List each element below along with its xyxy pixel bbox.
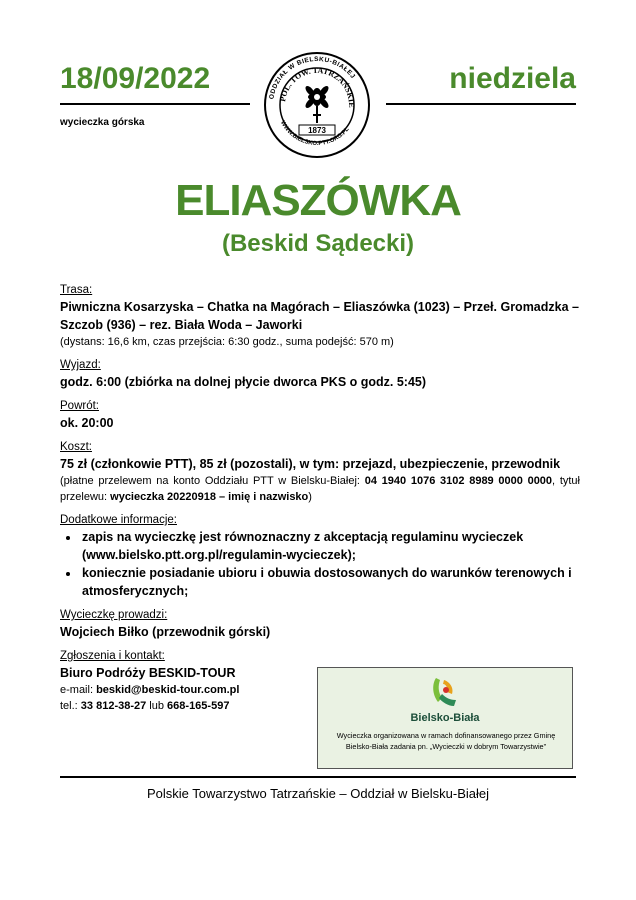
header-rule-right [386, 103, 576, 105]
info-section [60, 513, 580, 600]
cost-pay-end: ) [308, 491, 312, 503]
tel-prefix: tel.: [60, 700, 81, 712]
departure-section [60, 358, 580, 391]
contact-office: Biuro Podróży BESKID-TOUR [60, 666, 236, 680]
guide-text: Wojciech Biłko (przewodnik górski) [60, 625, 271, 639]
departure-label: Wyjazd: [60, 359, 101, 371]
sponsor-box [317, 667, 573, 769]
footer-text: Polskie Towarzystwo Tatrzańskie – Oddział w Bielsku-Białej [147, 786, 489, 801]
cost-label: Koszt: [60, 441, 92, 453]
route-label: Trasa: [60, 284, 93, 296]
return-text: ok. 20:00 [60, 416, 114, 430]
footer-rule [60, 776, 576, 778]
info-list [60, 528, 580, 600]
sponsor-note: Wycieczka organizowana w ramach dofinansowanego przez Gminę Bielsko-Biała zadania pn. „Wycieczki w dobrym Towarzystwie” [336, 731, 556, 751]
cost-payment-info [60, 473, 580, 505]
guide-section [60, 608, 580, 641]
cost-text: 75 zł (członkowie PTT), 85 zł (pozostali), w tym: przejazd, ubezpieczenie, przewodnik [60, 457, 561, 471]
trip-date: 18/09/2022 [60, 62, 211, 95]
return-label: Powrót: [60, 400, 99, 412]
seal-outer-text: ODDZIAŁ W BIELSKU-BIAŁEJ [268, 55, 357, 100]
trip-title: ELIASZÓWKA [175, 176, 461, 225]
guide-label: Wycieczkę prowadzi: [60, 609, 168, 621]
return-section [60, 399, 580, 432]
contact-email[interactable]: beskid@beskid-tour.com.pl [96, 684, 240, 696]
seal-year: 1873 [308, 126, 326, 135]
contact-phone-2: 668-165-597 [167, 700, 230, 712]
bielsko-biala-logo-icon [430, 676, 460, 708]
header-rule-left [60, 103, 250, 105]
transfer-title: wycieczka 20220918 – imię i nazwisko [110, 491, 309, 503]
trip-subtitle: (Beskid Sądecki) [221, 230, 415, 257]
tel-mid: lub [146, 700, 168, 712]
cost-pay-prefix: (płatne przelewem na konto Oddziału PTT w Bielsku-Białej: [60, 475, 365, 487]
route-text: Piwniczna Kosarzyska – Chatka na Magórach – Eliaszówka (1023) – Przeł. Gromadzka – Szczob (936) – rez. Biała Woda – Jaworki [60, 300, 579, 332]
contact-label: Zgłoszenia i kontakt: [60, 650, 165, 662]
sponsor-city: Bielsko-Biała [410, 712, 480, 724]
bank-account: 04 1940 1076 3102 8989 0000 0000 [364, 475, 553, 487]
route-details: (dystans: 16,6 km, czas przejścia: 6:30 godz., suma podejść: 570 m) [60, 336, 394, 348]
list-item: • koniecznie posiadanie ubioru i obuwia dostosowanych do warunków terenowych i atmosferycznych; [80, 564, 580, 600]
trip-details [60, 283, 580, 722]
route-section [60, 283, 580, 350]
info-label: Dodatkowe informacje: [60, 514, 177, 526]
ptt-seal-logo [263, 51, 371, 159]
contact-phone-1: 33 812-38-27 [80, 700, 147, 712]
cost-pay-mid: , tytuł przelewu: [60, 475, 580, 503]
seal-bottom-text: WWW.BIELSKO.PTT.ORG.PL [278, 120, 351, 148]
list-item: • zapis na wycieczkę jest równoznaczny z akceptacją regulaminu wycieczek (www.bielsko.ptt.org.pl/regulamin-wycieczek); [80, 528, 580, 564]
departure-text: godz. 6:00 (zbiórka na dolnej płycie dworca PKS o godz. 5:45) [60, 375, 427, 389]
cost-section [60, 440, 580, 505]
seal-inner-text: POL. TOW. TATRZAŃSKIE [278, 65, 357, 108]
email-prefix: e-mail: [60, 684, 97, 696]
trip-weekday: niedziela [449, 62, 576, 95]
trip-kind: wycieczka górska [60, 117, 145, 128]
